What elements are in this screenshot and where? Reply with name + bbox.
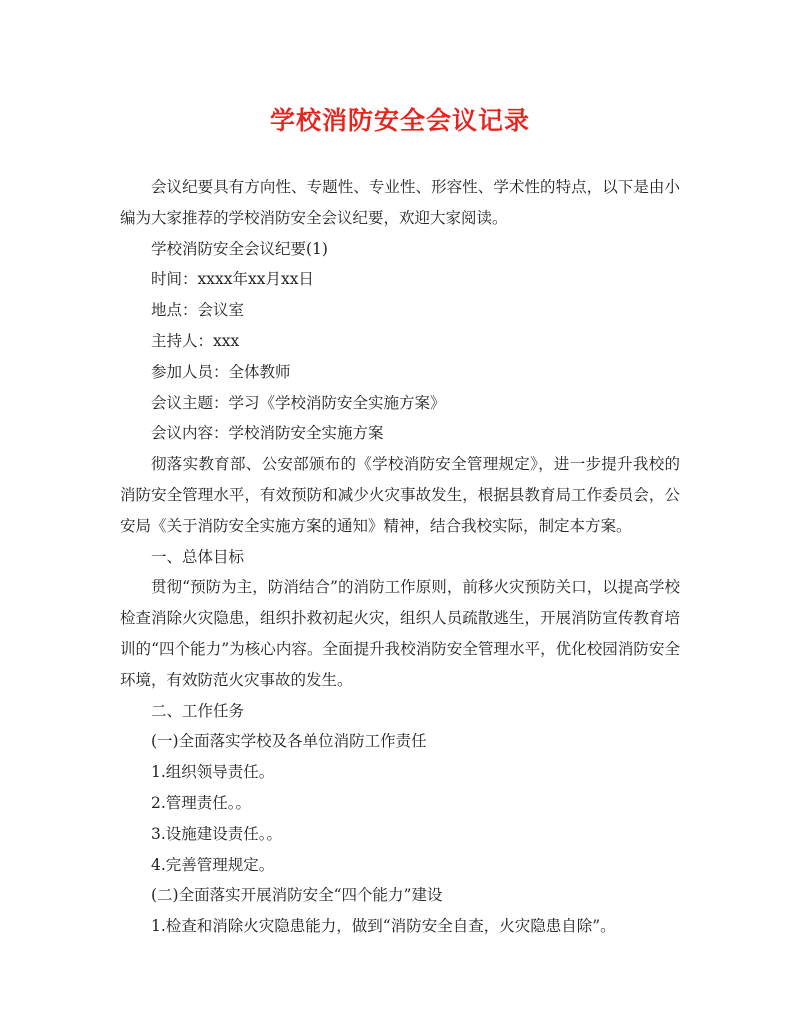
list-item: 1.检查和消除火灾隐患能力，做到“消防安全自查，火灾隐患自除”。 (151, 917, 616, 936)
meeting-attendees: 参加人员：全体教师 (151, 362, 291, 381)
overall-goal-paragraph: 贯彻“预防为主，防消结合”的消防工作原则，前移火灾预防关口，以提高学校检查消除火灾隐患，组织扑救初起火灾，组织人员疏散逃生，开展消防宣传教育培训的“四个能力”为核心内容。全面提升我校消防安全管理水平，优化校园消防安全环境，有效防范火灾事故的发生。 (120, 578, 680, 689)
section-heading-overall-goal: 一、总体目标 (151, 547, 245, 566)
list-item: 4.完善管理规定。 (151, 855, 275, 874)
minutes-heading: 学校消防安全会议纪要(1) (151, 239, 328, 258)
section-heading-tasks: 二、工作任务 (151, 701, 245, 720)
meeting-time: 时间：xxxx年xx月xx日 (151, 270, 314, 289)
document-body (120, 172, 680, 942)
subsection-heading-responsibility: (一)全面落实学校及各单位消防工作责任 (151, 732, 427, 751)
meeting-topic: 会议主题：学习《学校消防安全实施方案》 (151, 393, 446, 412)
meeting-location: 地点：会议室 (151, 301, 245, 320)
list-item: 3.设施建设责任。。 (151, 824, 283, 843)
list-item: 1.组织领导责任。 (151, 763, 275, 782)
intro-paragraph: 会议纪要具有方向性、专题性、专业性、形容性、学术性的特点，以下是由小编为大家推荐的学校消防安全会议纪要，欢迎大家阅读。 (120, 178, 680, 227)
plan-preamble-paragraph: 彻落实教育部、公安部颁布的《学校消防安全管理规定》，进一步提升我校的消防安全管理水平，有效预防和减少火灾事故发生，根据县教育局工作委员会，公安局《关于消防安全实施方案的通知》精神，结合我校实际，制定本方案。 (120, 455, 680, 535)
meeting-content: 会议内容：学校消防安全实施方案 (151, 424, 384, 443)
document-title: 学校消防安全会议记录 (269, 106, 530, 135)
meeting-host: 主持人：xxx (151, 331, 240, 350)
subsection-heading-four-abilities: (二)全面落实开展消防安全“四个能力”建设 (151, 886, 443, 905)
list-item: 2.管理责任。。 (151, 793, 252, 812)
